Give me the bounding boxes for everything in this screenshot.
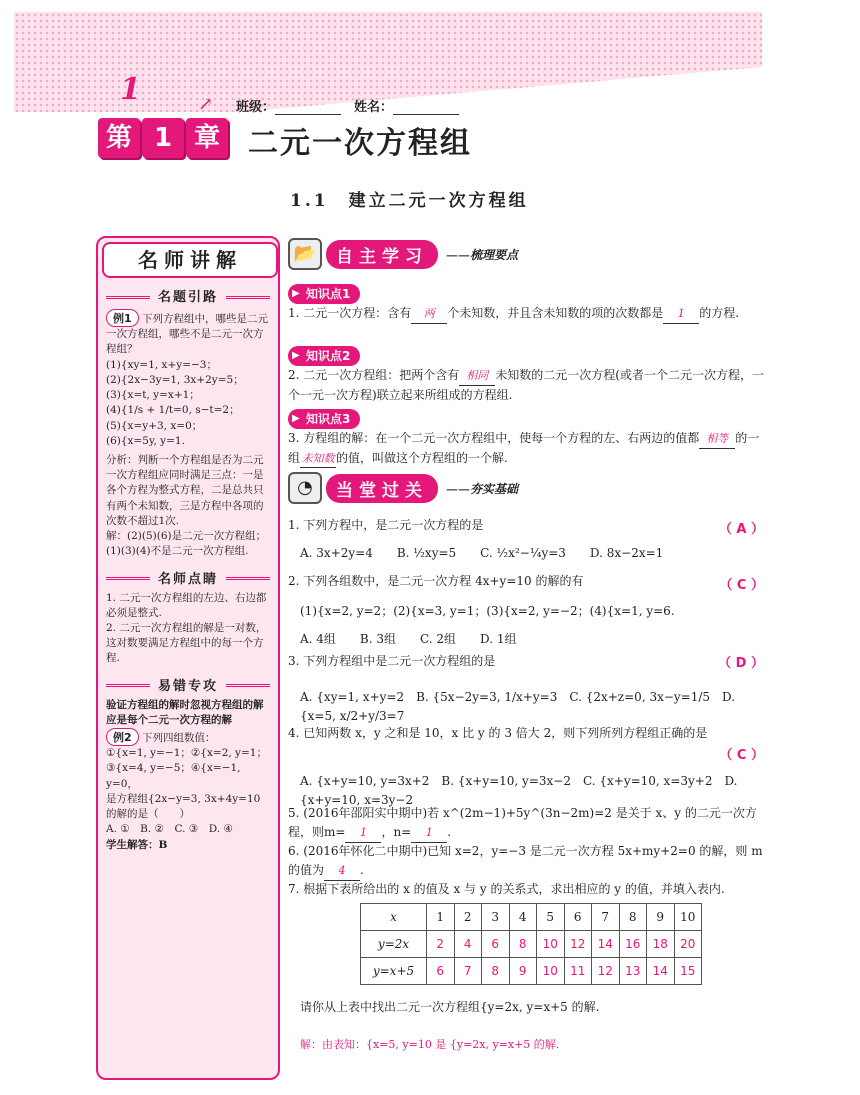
name-blank[interactable]	[393, 102, 459, 115]
self-study-header: 📂 自主学习 —— 梳理要点	[288, 238, 518, 270]
question-7: 7. 根据下表所给出的 x 的值及 x 与 y 的关系式，求出相应的 y 的值，并填入表内.	[288, 882, 725, 896]
table-cell: 20	[674, 931, 702, 958]
kp1-text: 1. 二元一次方程：含有 两 个未知数，并且含未知数的项的次数都是 1 的方程.	[288, 304, 768, 324]
question-3: 3. 下列方程组中是二元一次方程组的是	[288, 654, 496, 668]
table-cell: y=x+5	[361, 958, 427, 985]
question-2: 2. 下列各组数中，是二元一次方程 4x+y=10 的解的有	[288, 574, 584, 588]
table-cell: 14	[592, 931, 620, 958]
question-5: 5. (2016年邵阳实中期中)若 x^(2m−1)+5y^(3n−2m)=2 是关于 x、y 的二元一次方程，则m= 1 ，n= 1 .	[288, 804, 768, 843]
student-answer: 学生解答：B	[106, 838, 168, 851]
sidebar-heading: 名师点睛	[106, 568, 270, 587]
table-cell: y=2x	[361, 931, 427, 958]
table-cell: 16	[619, 931, 647, 958]
table-cell: 10	[674, 904, 702, 931]
table-row	[361, 904, 702, 931]
example2-badge: 例2	[106, 728, 139, 746]
section-title: 1.1 建立二元一次方程组	[290, 191, 529, 211]
analysis: 分析：判断一个方程组是否为二元一次方程组应同时满足三点：一是各个方程为整式方程，二是总共只有两个未知数，三是方程中各项的次数不超过1次.	[106, 453, 264, 527]
table-cell: 10	[537, 931, 565, 958]
q1-options: A. 3x+2y=4 B. ½xy=5 C. ½x²−¼y=3 D. 8x−2x=1	[300, 546, 664, 560]
kp2-text: 2. 二元一次方程组：把两个含有 相同 未知数的二元一次方程(或者一个二元一次方程，一个一元一次方程)联立起来所组成的方程组.	[288, 368, 764, 402]
table-cell: 18	[647, 931, 675, 958]
table-cell: 7	[592, 904, 620, 931]
knowledge-point-1: ▶ 知识点1	[288, 284, 360, 304]
knowledge-point-3: ▶ 知识点3	[288, 409, 360, 429]
class-practice-header: ◔ 当堂过关 —— 夯实基础	[288, 472, 518, 504]
tips: 1. 二元一次方程组的左边、右边都必须是整式. 2. 二元一次方程组的解是一对数，这对数要满足方程组中的每一个方程.	[106, 591, 267, 665]
table-row	[361, 958, 702, 985]
table-cell: 4	[509, 904, 537, 931]
question-6: 6. (2016年怀化二中期中)已知 x=2，y=−3 是二元一次方程 5x+my+2=0 的解，则 m 的值为 4 .	[288, 842, 768, 881]
answer-4: （ C ）	[719, 748, 764, 763]
sidebar-heading: 名题引路	[106, 286, 270, 305]
table-cell: 11	[564, 958, 592, 985]
q7-solution: 解：由表知：{x=5, y=10 是 {y=2x, y=x+5 的解.	[300, 1038, 560, 1051]
question-4: 4. 已知两数 x，y 之和是 10，x 比 y 的 3 倍大 2，则下列所列方程组正确的是	[288, 726, 708, 740]
table-cell: 13	[619, 958, 647, 985]
table-cell: 1	[427, 904, 455, 931]
folder-icon: 📂	[288, 238, 322, 270]
table-cell: 8	[509, 931, 537, 958]
class-blank[interactable]	[275, 102, 341, 115]
answer-3: （ D ）	[718, 656, 764, 671]
table-cell: 9	[647, 904, 675, 931]
answer-2: （ C ）	[719, 578, 764, 593]
q2-items: (1){x=2, y=2；(2){x=3, y=1；(3){x=2, y=−2；(4){x=1, y=6.	[300, 604, 675, 618]
q3-options: A. {xy=1, x+y=2 B. {5x−2y=3, 1/x+y=3 C. {2x+z=0, 3x−y=1/5 D. {x=5, x/2+y/3=7	[300, 690, 736, 724]
chapter-title: 二元一次方程组	[248, 126, 472, 161]
table-cell: 2	[427, 931, 455, 958]
chapter-badge: 第 1 章	[98, 118, 228, 158]
teacher-sidebar	[96, 236, 280, 1080]
table-cell: 12	[564, 931, 592, 958]
table-cell: 8	[619, 904, 647, 931]
knowledge-point-2: ▶ 知识点2	[288, 346, 360, 366]
table-cell: 10	[537, 958, 565, 985]
answer-1: （ A ）	[718, 522, 764, 537]
table-cell: 6	[564, 904, 592, 931]
table-cell: 2	[454, 904, 482, 931]
example1: 例1 下列方程组中，哪些是二元一次方程组，哪些不是二元一次方程组？ (1){xy=1, x+y=−3； (2){2x−3y=1, 3x+2y=5； (3){x=t, y=x+1； (4){1/s + 1/t=0, s−t=2； (5){x=y+3, x=0； (6){x=5y, y=1. 分析：判断一个方程组是否为二元一次方程组应同时满足三点：一是各个方程为整式方程，二是总共只有两个未知数，三是方程中各项的次数不超过1次. 解：(2)(5)(6)是二元一次方程组；(1)(3)(4)不是二元一次方程组.	[102, 309, 274, 560]
table-cell: 9	[509, 958, 537, 985]
table-cell: 6	[482, 931, 510, 958]
chapter-number: 1	[120, 72, 141, 107]
question-1: 1. 下列方程中，是二元一次方程的是	[288, 518, 484, 532]
table-cell: x	[361, 904, 427, 931]
arrow-icon: ↗	[198, 94, 214, 115]
kp3-text: 3. 方程组的解：在一个二元一次方程组中，使每一个方程的左、右两边的值都 相等 的一组 未知数 的值，叫做这个方程组的一个解.	[288, 429, 768, 468]
table-cell: 5	[537, 904, 565, 931]
sidebar-title: 名师讲解	[102, 242, 278, 278]
q4-options: A. {x+y=10, y=3x+2 B. {x+y=10, y=3x−2 C. {x+y=10, x=3y+2 D. {x+y=10, x=3y−2	[300, 774, 738, 808]
example2: 验证方程组的解时忽视方程组的解应是每个二元一次方程的解 例2 下列四组数值： ①{x=1, y=−1；②{x=2, y=1；③{x=4, y=−5；④{x=−1, y=0， 是方程组{2x−y=3, 3x+4y=10 的解的是（ ） A. ① B. ② C. ③ D. ④ 学生解答：B	[102, 698, 274, 853]
gauge-icon: ◔	[288, 472, 322, 504]
solution: 解：(2)(5)(6)是二元一次方程组；(1)(3)(4)不是二元一次方程组.	[106, 530, 267, 558]
table-row	[361, 931, 702, 958]
question-7b: 请你从上表中找出二元一次方程组{y=2x, y=x+5 的解.	[300, 1000, 600, 1014]
xy-table	[360, 903, 702, 985]
class-name-line: 班级： 姓名：	[236, 96, 459, 115]
table-cell: 12	[592, 958, 620, 985]
table-cell: 7	[454, 958, 482, 985]
table-cell: 3	[482, 904, 510, 931]
sidebar-heading: 易错专攻	[106, 675, 270, 694]
table-cell: 14	[647, 958, 675, 985]
example1-badge: 例1	[106, 309, 139, 327]
table-cell: 8	[482, 958, 510, 985]
table-cell: 6	[427, 958, 455, 985]
table-cell: 15	[674, 958, 702, 985]
table-cell: 4	[454, 931, 482, 958]
q2-options: A. 4组 B. 3组 C. 2组 D. 1组	[300, 632, 517, 646]
